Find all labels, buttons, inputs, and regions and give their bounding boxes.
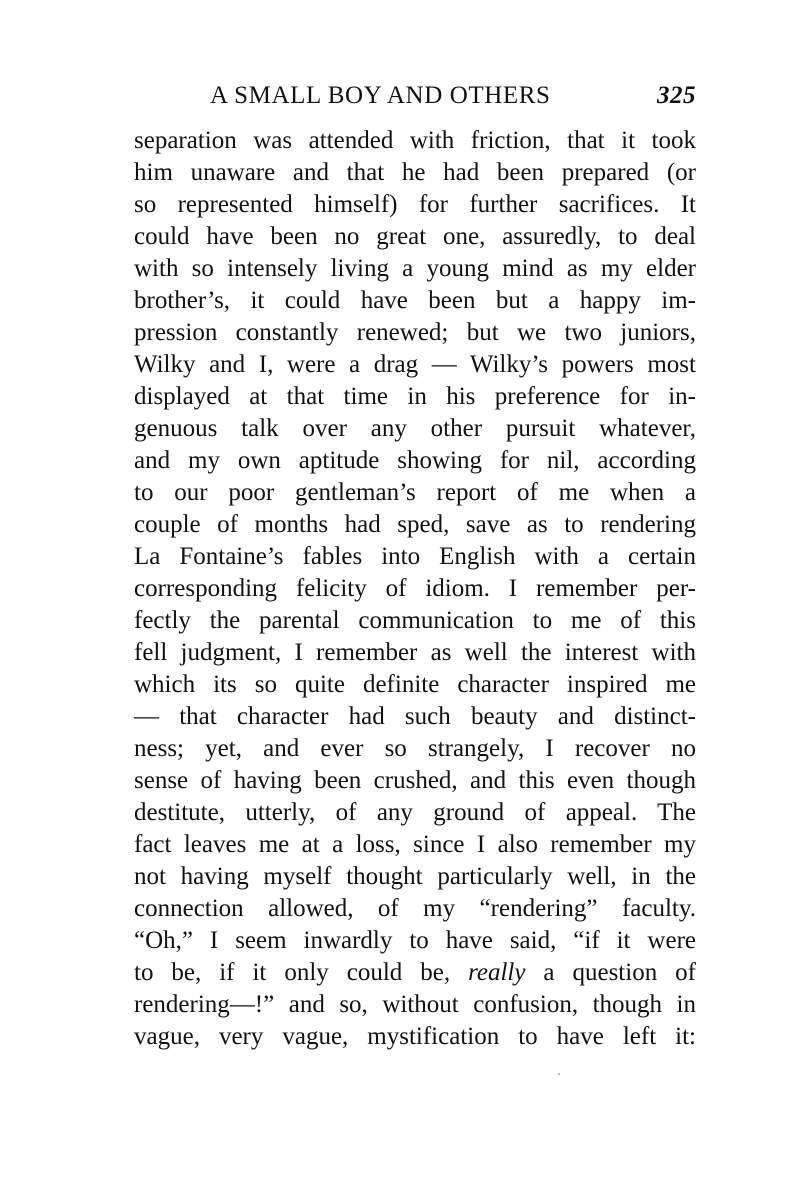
text-line: La Fontaine’s fables into English with a certain <box>134 543 696 570</box>
text-line: displayed at that time in his preference for in- <box>134 383 696 410</box>
text-line: genuous talk over any other pursuit whatever, <box>134 415 696 442</box>
body-text <box>134 125 696 1053</box>
text-line: separation was attended with friction, that it took <box>134 127 696 154</box>
print-speck <box>558 1073 560 1075</box>
text-line: him unaware and that he had been prepared (or <box>134 159 696 186</box>
text-line: to our poor gentleman’s report of me when a <box>134 479 696 506</box>
text-line: Wilky and I, were a drag — Wilky’s powers most <box>134 351 696 378</box>
text-line: ness; yet, and ever so strangely, I recover no <box>134 735 696 762</box>
text-line: not having myself thought particularly well, in the <box>134 863 696 890</box>
text-line: vague, very vague, mystification to have left it: <box>134 1023 696 1050</box>
text-line: fell judgment, I remember as well the interest with <box>134 639 696 666</box>
text-line: brother’s, it could have been but a happy im- <box>134 287 696 314</box>
text-line: could have been no great one, assuredly, to deal <box>134 223 696 250</box>
text-line: which its so quite definite character inspired me <box>134 671 696 698</box>
text-line: so represented himself) for further sacrifices. It <box>134 191 696 218</box>
text-line: — that character had such beauty and distinct- <box>134 703 696 730</box>
text-line: and my own aptitude showing for nil, according <box>134 447 696 474</box>
line-tail: a question of <box>525 959 696 986</box>
text-line: with so intensely living a young mind as my elder <box>134 255 696 282</box>
text-line: destitute, utterly, of any ground of appeal. The <box>134 799 696 826</box>
text-line: corresponding felicity of idiom. I remember per- <box>134 575 696 602</box>
line-head: to be, if it only could be, <box>134 959 469 986</box>
text-line: sense of having been crushed, and this even though <box>134 767 696 794</box>
page-number: 325 <box>657 82 696 109</box>
text-line: “Oh,” I seem inwardly to have said, “if it were <box>134 927 696 954</box>
text-line: pression constantly renewed; but we two juniors, <box>134 319 696 346</box>
text-line-with-italic <box>134 957 696 989</box>
italic-word: really <box>468 959 526 986</box>
text-line: connection allowed, of my “rendering” faculty. <box>134 895 696 922</box>
text-line: fact leaves me at a loss, since I also remember my <box>134 831 696 858</box>
text-line: couple of months had sped, save as to rendering <box>134 511 696 538</box>
running-head <box>210 82 696 118</box>
text-line: rendering—!” and so, without confusion, though in <box>134 991 696 1018</box>
running-title: A SMALL BOY AND OTHERS <box>210 82 551 109</box>
text-line: fectly the parental communication to me of this <box>134 607 696 634</box>
